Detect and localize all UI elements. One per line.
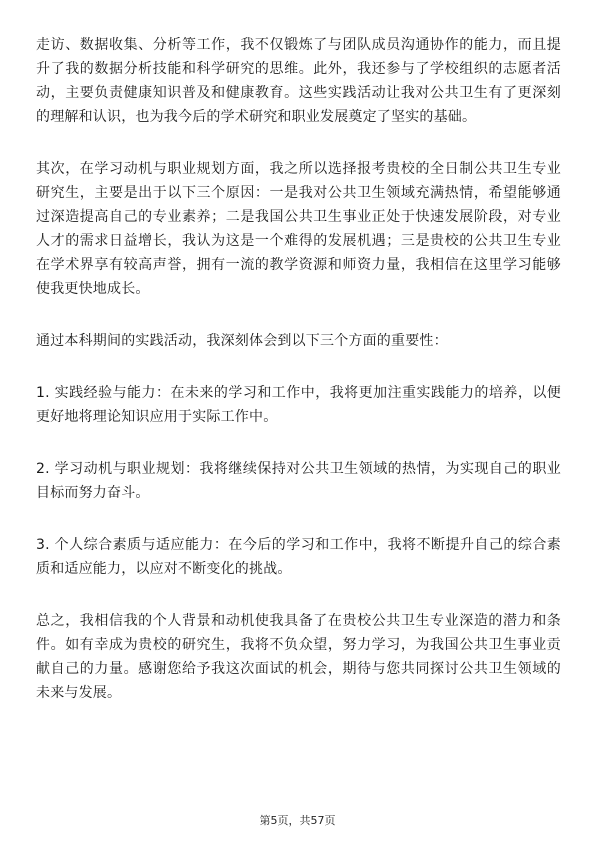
paragraph-conclusion: 总之，我相信我的个人背景和动机使我具备了在贵校公共卫生专业深造的潜力和条件。如有幸成为贵校的研究生，我将不负众望，努力学习，为我国公共卫生事业贡献自己的力量。感谢您给予我这次面试的机会，期待与您共同探讨公共卫生领域的未来与发展。 — [36, 613, 561, 701]
paragraph-practice-summary: 走访、数据收集、分析等工作，我不仅锻炼了与团队成员沟通协作的能力，而且提升了我的数据分析技能和科学研究的思维。此外，我还参与了学校组织的志愿者活动，主要负责健康知识普及和健康教育。这些实践活动让我对公共卫生有了更深刻的理解和认识，也为我今后的学术研究和职业发展奠定了坚实的基础。 — [36, 37, 561, 125]
page-number-footer: 第5页，共57页 — [259, 814, 336, 827]
list-item-practice: 1. 实践经验与能力：在未来的学习和工作中，我将更加注重实践能力的培养，以便更好地将理论知识应用于实际工作中。 — [36, 385, 561, 425]
list-item-quality: 3. 个人综合素质与适应能力：在今后的学习和工作中，我将不断提升自己的综合素质和适应能力，以应对不断变化的挑战。 — [36, 537, 561, 577]
document-body — [36, 33, 561, 705]
paragraph-list-intro: 通过本科期间的实践活动，我深刻体会到以下三个方面的重要性： — [36, 333, 448, 349]
list-item-motivation: 2. 学习动机与职业规划：我将继续保持对公共卫生领域的热情，为实现自己的职业目标而努力奋斗。 — [36, 461, 561, 501]
paragraph-motivation: 其次，在学习动机与职业规划方面，我之所以选择报考贵校的全日制公共卫生专业研究生，主要是出于以下三个原因：一是我对公共卫生领域充满热情，希望能够通过深造提高自己的专业素养；二是我国公共卫生事业正处于快速发展阶段，对专业人才的需求日益增长，我认为这是一个难得的发展机遇；三是贵校的公共卫生专业在学术界享有较高声誉，拥有一流的教学资源和师资力量，我相信在这里学习能够使我更快地成长。 — [36, 161, 561, 297]
